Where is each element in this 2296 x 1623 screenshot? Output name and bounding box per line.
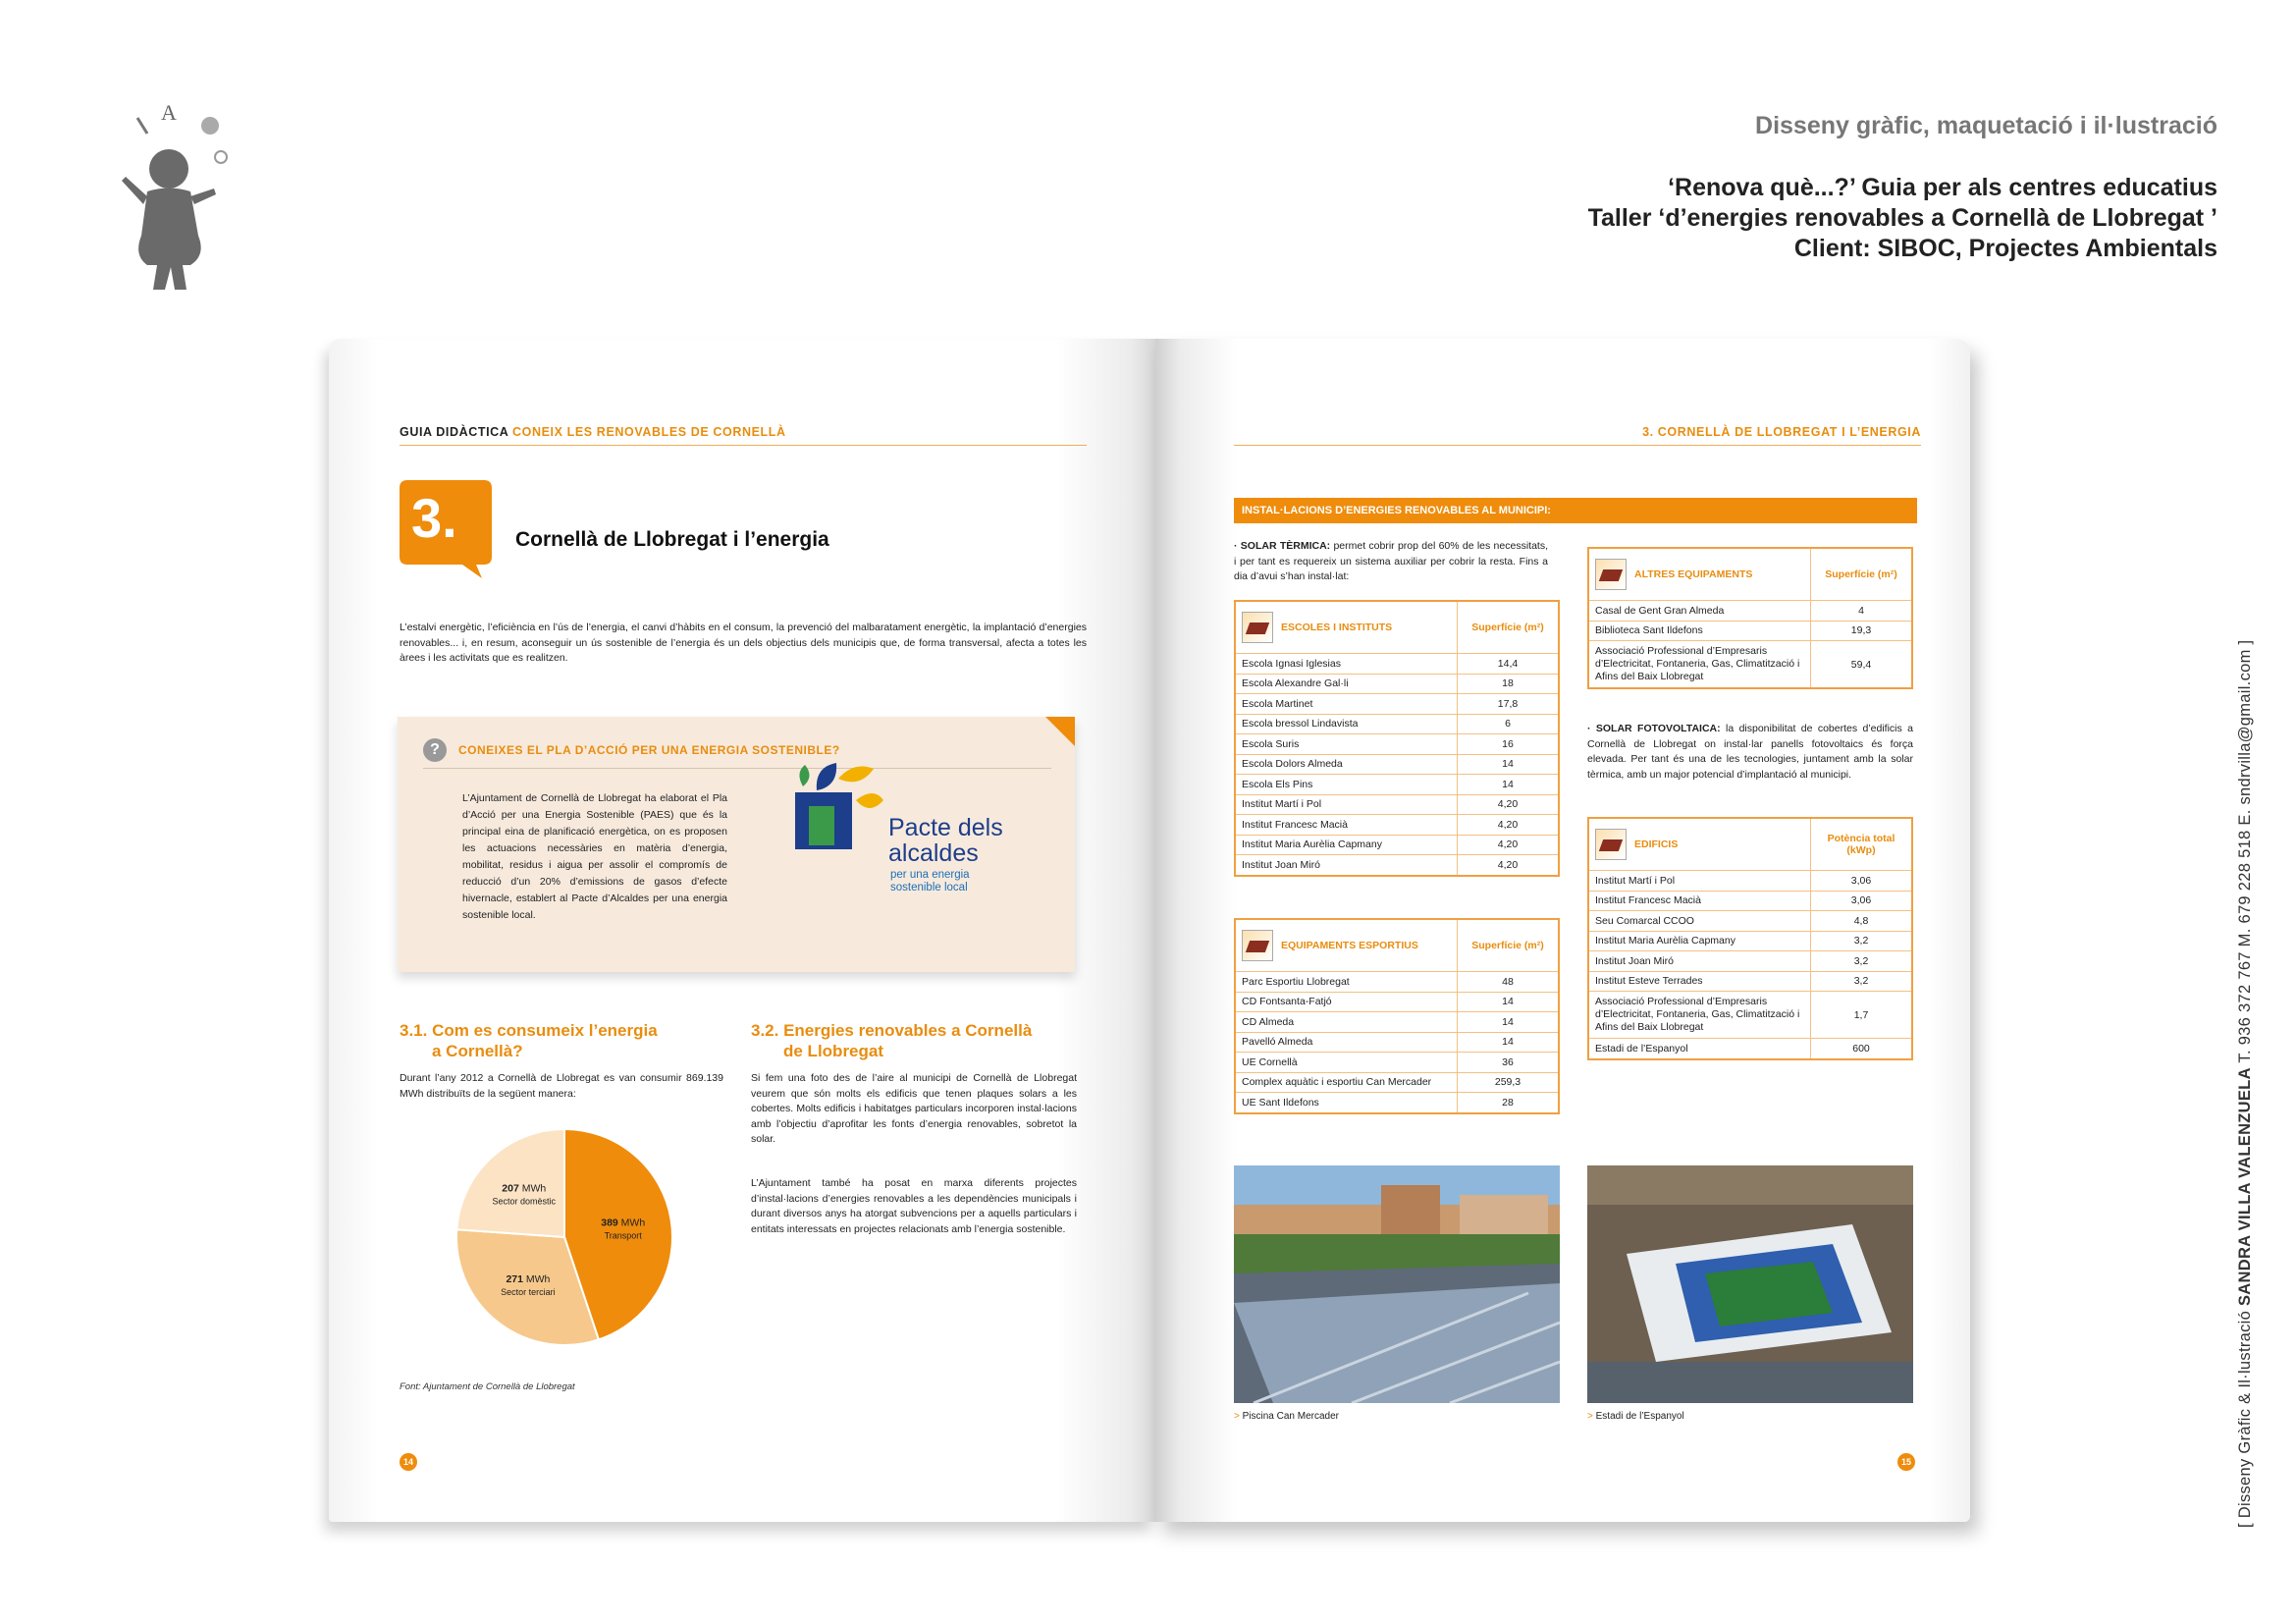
table-row (1235, 674, 1559, 694)
contact-details: T. 936 372 767 M. 679 228 518 E. sndrvilla@gmail.com ] (2236, 639, 2254, 1063)
table-cell-name: Institut Joan Miró (1235, 855, 1458, 876)
table-row (1235, 734, 1559, 755)
pie-category-label: Transport (604, 1230, 642, 1241)
left-header-rule (400, 445, 1087, 446)
left-page-number: 14 (400, 1453, 417, 1471)
table-cell-name: Seu Comarcal CCOO (1588, 911, 1811, 932)
table-row (1235, 1032, 1559, 1053)
table-cell-name: Institut Francesc Macià (1588, 891, 1811, 911)
project-client: Client: SIBOC, Projectes Ambientals (1793, 235, 2217, 262)
photo-estadi-espanyol (1587, 1165, 1913, 1403)
table-cell-value: 4,20 (1458, 815, 1560, 836)
table-cell-name: Complex aquàtic i esportiu Can Mercader (1235, 1072, 1458, 1093)
table-row (1588, 641, 1912, 689)
photo-piscina-can-mercader (1234, 1165, 1560, 1403)
table-cell-name: Escola Alexandre Gal·li (1235, 674, 1458, 694)
table-cell-name: Parc Esportiu Llobregat (1235, 972, 1458, 993)
table-row (1588, 1039, 1912, 1059)
chart-source: Font: Ajuntament de Cornellà de Llobregat (400, 1381, 575, 1392)
table-cell-value: 4 (1811, 601, 1913, 622)
table-cell-name: Institut Maria Aurèlia Capmany (1235, 835, 1458, 855)
table-cell-value: 14 (1458, 1032, 1560, 1053)
table-cell-value: 18 (1458, 674, 1560, 694)
table-row (1588, 601, 1912, 622)
table-escoles (1234, 600, 1560, 877)
table-cell-value: 3,2 (1811, 931, 1913, 951)
table-cell-name: Institut Joan Miró (1588, 951, 1811, 972)
table-cell-name: Associació Professional d’Empresaris d’Electricitat, Fontaneria, Gas, Climatització i Afins del Baix Llobregat (1588, 992, 1811, 1039)
pie-value-label: 389 MWh (601, 1217, 646, 1229)
table-row (1588, 931, 1912, 951)
table-cell-value: 16 (1458, 734, 1560, 755)
pacte-logo-line2: alcaldes (888, 839, 979, 867)
table-cell-name: Institut Martí i Pol (1235, 794, 1458, 815)
table-cell-value: 3,2 (1811, 971, 1913, 992)
table-cell-value: 14 (1458, 775, 1560, 795)
pacte-logo-line3: per una energia (890, 869, 970, 881)
table-cell-name: Escola Ignasi Iglesias (1235, 654, 1458, 675)
table-cell-value: 28 (1458, 1093, 1560, 1113)
section-3-1-title-line2: a Cornellà? (432, 1042, 523, 1060)
left-running-head (400, 425, 786, 439)
table-cell-name: UE Cornellà (1235, 1053, 1458, 1073)
designer-name: SANDRA VILLA VALENZUELA (2236, 1067, 2254, 1306)
left-page (329, 339, 1155, 1522)
table-cell-name: Escola bressol Lindavista (1235, 714, 1458, 734)
table-cell-value: 48 (1458, 972, 1560, 993)
photo2-caption: > Estadi de l’Espanyol (1587, 1411, 1684, 1422)
pv-panel-icon (1595, 829, 1627, 860)
illustrator-logo-icon (108, 98, 245, 295)
table-cell-name: UE Sant Ildefons (1235, 1093, 1458, 1113)
table-cell-name: CD Almeda (1235, 1012, 1458, 1033)
pie-category-label: Sector domèstic (492, 1196, 557, 1207)
question-icon: ? (423, 738, 447, 762)
table-altres-unit: Superfície (m²) (1811, 548, 1913, 601)
pacte-logo-line4: sostenible local (890, 882, 968, 893)
table-row (1588, 992, 1912, 1039)
info-box (398, 717, 1075, 972)
table-cell-value: 59,4 (1811, 641, 1913, 689)
info-box-text: L’Ajuntament de Cornellà de Llobregat ha elaborat el Pla d’Acció per una Energia Sostenible (PAES) que és la principal eina de planificació energètica, on es proposen les actuacions necessàries en matèria d’energia, mobilitat, residus i aigua per assolir el compromís de reducció d’un 20% d’emissions de gasos d’efecte hivernacle, establert al Pacte d’Alcaldes per una energia sostenible local. (462, 792, 727, 921)
table-cell-value: 4,8 (1811, 911, 1913, 932)
chapter-title: Cornellà de Llobregat i l’energia (515, 528, 829, 551)
photo1-caption: > Piscina Can Mercader (1234, 1411, 1339, 1422)
right-page-number: 15 (1897, 1453, 1915, 1471)
solar-panel-icon (1242, 930, 1273, 961)
table-esportius-header: EQUIPAMENTS ESPORTIUS (1281, 940, 1418, 951)
solar-fv-paragraph (1587, 722, 1913, 783)
table-escoles-unit: Superfície (m²) (1458, 601, 1560, 654)
section-3-2-paragraph-2: L’Ajuntament també ha posat en marxa diferents projectes d’instal·lacions d’energies renovables a les dependències municipals i durant diversos anys ha atorgat subvencions per a aquells particulars i entitats interessats en projectes relacionats amb l’energia sostenible. (751, 1177, 1077, 1235)
contact-prefix: [ Disseny Gràfic & Il·lustració (2236, 1310, 2254, 1528)
table-cell-value: 259,3 (1458, 1072, 1560, 1093)
table-row (1588, 621, 1912, 641)
table-cell-value: 3,06 (1811, 871, 1913, 892)
table-cell-name: Escola Dolors Almeda (1235, 754, 1458, 775)
contact-strip (2236, 640, 2255, 1528)
table-row (1235, 794, 1559, 815)
pacte-logo-line1: Pacte dels (888, 814, 1003, 841)
table-cell-value: 14 (1458, 1012, 1560, 1033)
table-cell-name: Associació Professional d’Empresaris d’Electricitat, Fontaneria, Gas, Climatització i Afins del Baix Llobregat (1588, 641, 1811, 689)
table-escoles-header: ESCOLES I INSTITUTS (1281, 622, 1393, 633)
pie-category-label: Sector terciari (501, 1286, 556, 1297)
pacte-alcaldes-logo-icon (795, 761, 883, 849)
table-row (1588, 871, 1912, 892)
table-row (1235, 754, 1559, 775)
table-row (1235, 714, 1559, 734)
table-row (1588, 951, 1912, 972)
table-altres (1587, 547, 1913, 689)
table-row (1235, 992, 1559, 1012)
table-cell-value: 1,7 (1811, 992, 1913, 1039)
table-cell-name: Escola Els Pins (1235, 775, 1458, 795)
table-row (1588, 911, 1912, 932)
table-edificis-unit: Potència total (kWp) (1811, 818, 1913, 871)
table-cell-value: 4,20 (1458, 835, 1560, 855)
portfolio-subtitle: Disseny gràfic, maquetació i il·lustració (1755, 112, 2217, 139)
table-row (1235, 1012, 1559, 1033)
table-cell-name: Escola Martinet (1235, 694, 1458, 715)
pacte-logo-tagline (890, 869, 970, 894)
solar-panel-icon (1595, 559, 1627, 590)
table-cell-value: 4,20 (1458, 794, 1560, 815)
table-row (1235, 1053, 1559, 1073)
table-cell-name: Escola Suris (1235, 734, 1458, 755)
running-head-section: CONEIX LES RENOVABLES DE CORNELLÀ (512, 425, 786, 439)
project-title-line1: ‘Renova què...?’ Guia per als centres educatius (1668, 174, 2217, 201)
section-3-2-title (751, 1020, 1032, 1061)
chapter-number: 3. (411, 487, 457, 549)
solar-fv-text: la disponibilitat de cobertes d’edificis a Cornellà de Llobregat on instal·lar panells fotovoltaics és força elevada. Per tant és una de les tecnologies, juntament amb la solar tèrmica, amb un major potencial d’implantació al municipi. (1587, 723, 1914, 781)
section-3-2-title-line1: 3.2. Energies renovables a Cornellà (751, 1021, 1033, 1040)
table-row (1235, 855, 1559, 876)
table-cell-value: 3,2 (1811, 951, 1913, 972)
info-box-title: CONEIXES EL PLA D’ACCIÓ PER UNA ENERGIA SOSTENIBLE? (458, 743, 840, 757)
section-3-1-title (400, 1020, 658, 1061)
table-cell-value: 19,3 (1811, 621, 1913, 641)
table-row (1235, 654, 1559, 675)
pie-value-label: 207 MWh (502, 1182, 547, 1195)
table-cell-value: 14,4 (1458, 654, 1560, 675)
table-cell-name: Estadi de l’Espanyol (1588, 1039, 1811, 1059)
table-row (1235, 775, 1559, 795)
energy-consumption-pie-chart (452, 1124, 677, 1350)
table-cell-name: Institut Martí i Pol (1588, 871, 1811, 892)
table-esportius (1234, 918, 1560, 1114)
section-3-1-title-line1: 3.1. Com es consumeix l’energia (400, 1021, 658, 1040)
table-cell-value: 17,8 (1458, 694, 1560, 715)
right-running-head: 3. CORNELLÀ DE LLOBREGAT I L’ENERGIA (1642, 425, 1921, 439)
table-row (1235, 835, 1559, 855)
right-page (1155, 339, 1970, 1522)
table-cell-name: Institut Maria Aurèlia Capmany (1588, 931, 1811, 951)
table-cell-value: 14 (1458, 754, 1560, 775)
table-cell-value: 600 (1811, 1039, 1913, 1059)
solar-termica-label: · SOLAR TÈRMICA: (1234, 540, 1331, 552)
table-edificis-header: EDIFICIS (1634, 839, 1679, 850)
installations-banner: INSTAL·LACIONS D’ENERGIES RENOVABLES AL MUNICIPI: (1234, 498, 1917, 523)
table-row (1235, 694, 1559, 715)
section-3-2-title-line2: de Llobregat (783, 1042, 884, 1060)
section-3-1-text: Durant l’any 2012 a Cornellà de Llobregat es van consumir 869.139 MWh distribuïts de la següent manera: (400, 1072, 723, 1100)
table-altres-header: ALTRES EQUIPAMENTS (1634, 568, 1753, 580)
table-cell-name: Biblioteca Sant Ildefons (1588, 621, 1811, 641)
table-cell-value: 14 (1458, 992, 1560, 1012)
table-row (1235, 1093, 1559, 1113)
table-row (1235, 815, 1559, 836)
pacte-logo-wordmark (888, 815, 1003, 866)
section-3-2-paragraph-1: Si fem una foto des de l’aire al municipi de Cornellà de Llobregat veurem que són molts els edificis que tenen plaques solars a les cobertes. Molts edificis i habitatges particulars incorporen instal·lacions amb l’objectiu d’aprofitar les fonts d’energia renovables, sobretot la solar. (751, 1072, 1077, 1145)
right-header-rule (1234, 445, 1921, 446)
project-title-line2: Taller ‘d’energies renovables a Cornellà de Llobregat ’ (1587, 204, 2217, 232)
project-title (1588, 173, 2217, 264)
running-head-guide: GUIA DIDÀCTICA (400, 425, 508, 439)
table-cell-name: Institut Esteve Terrades (1588, 971, 1811, 992)
intro-paragraph: L’estalvi energètic, l’eficiència en l’ús de l’energia, el canvi d’hàbits en el consum, la prevenció del malbaratament energètic, la implantació d’energies renovables... i, en resum, aconseguir un ús sostenible de l’energia és un dels objectius dels municipis que, de forma transversal, afecta a totes les àrees i les activitats que es realitzen. (400, 622, 1087, 664)
page-curl-icon (1045, 717, 1075, 746)
solar-fv-label: · SOLAR FOTOVOLTAICA: (1587, 723, 1721, 734)
table-cell-value: 6 (1458, 714, 1560, 734)
table-row (1588, 971, 1912, 992)
table-esportius-unit: Superfície (m²) (1458, 919, 1560, 972)
solar-termica-paragraph (1234, 539, 1548, 585)
table-row (1235, 1072, 1559, 1093)
table-cell-value: 4,20 (1458, 855, 1560, 876)
table-cell-name: CD Fontsanta-Fatjó (1235, 992, 1458, 1012)
table-row (1235, 972, 1559, 993)
info-box-rule (423, 768, 1051, 769)
table-edificis (1587, 817, 1913, 1060)
table-cell-value: 3,06 (1811, 891, 1913, 911)
svg-text:A: A (161, 100, 177, 125)
table-row (1588, 891, 1912, 911)
table-cell-value: 36 (1458, 1053, 1560, 1073)
table-cell-name: Pavelló Almeda (1235, 1032, 1458, 1053)
solar-termica-text: permet cobrir prop del 60% de les necessitats, i per tant es requereix un sistema auxiliar per cobrir la resta. Fins a dia d’avui s’han instal·lat: (1234, 540, 1548, 582)
solar-panel-icon (1242, 612, 1273, 643)
table-cell-name: Casal de Gent Gran Almeda (1588, 601, 1811, 622)
table-cell-name: Institut Francesc Macià (1235, 815, 1458, 836)
pie-value-label: 271 MWh (506, 1272, 551, 1285)
